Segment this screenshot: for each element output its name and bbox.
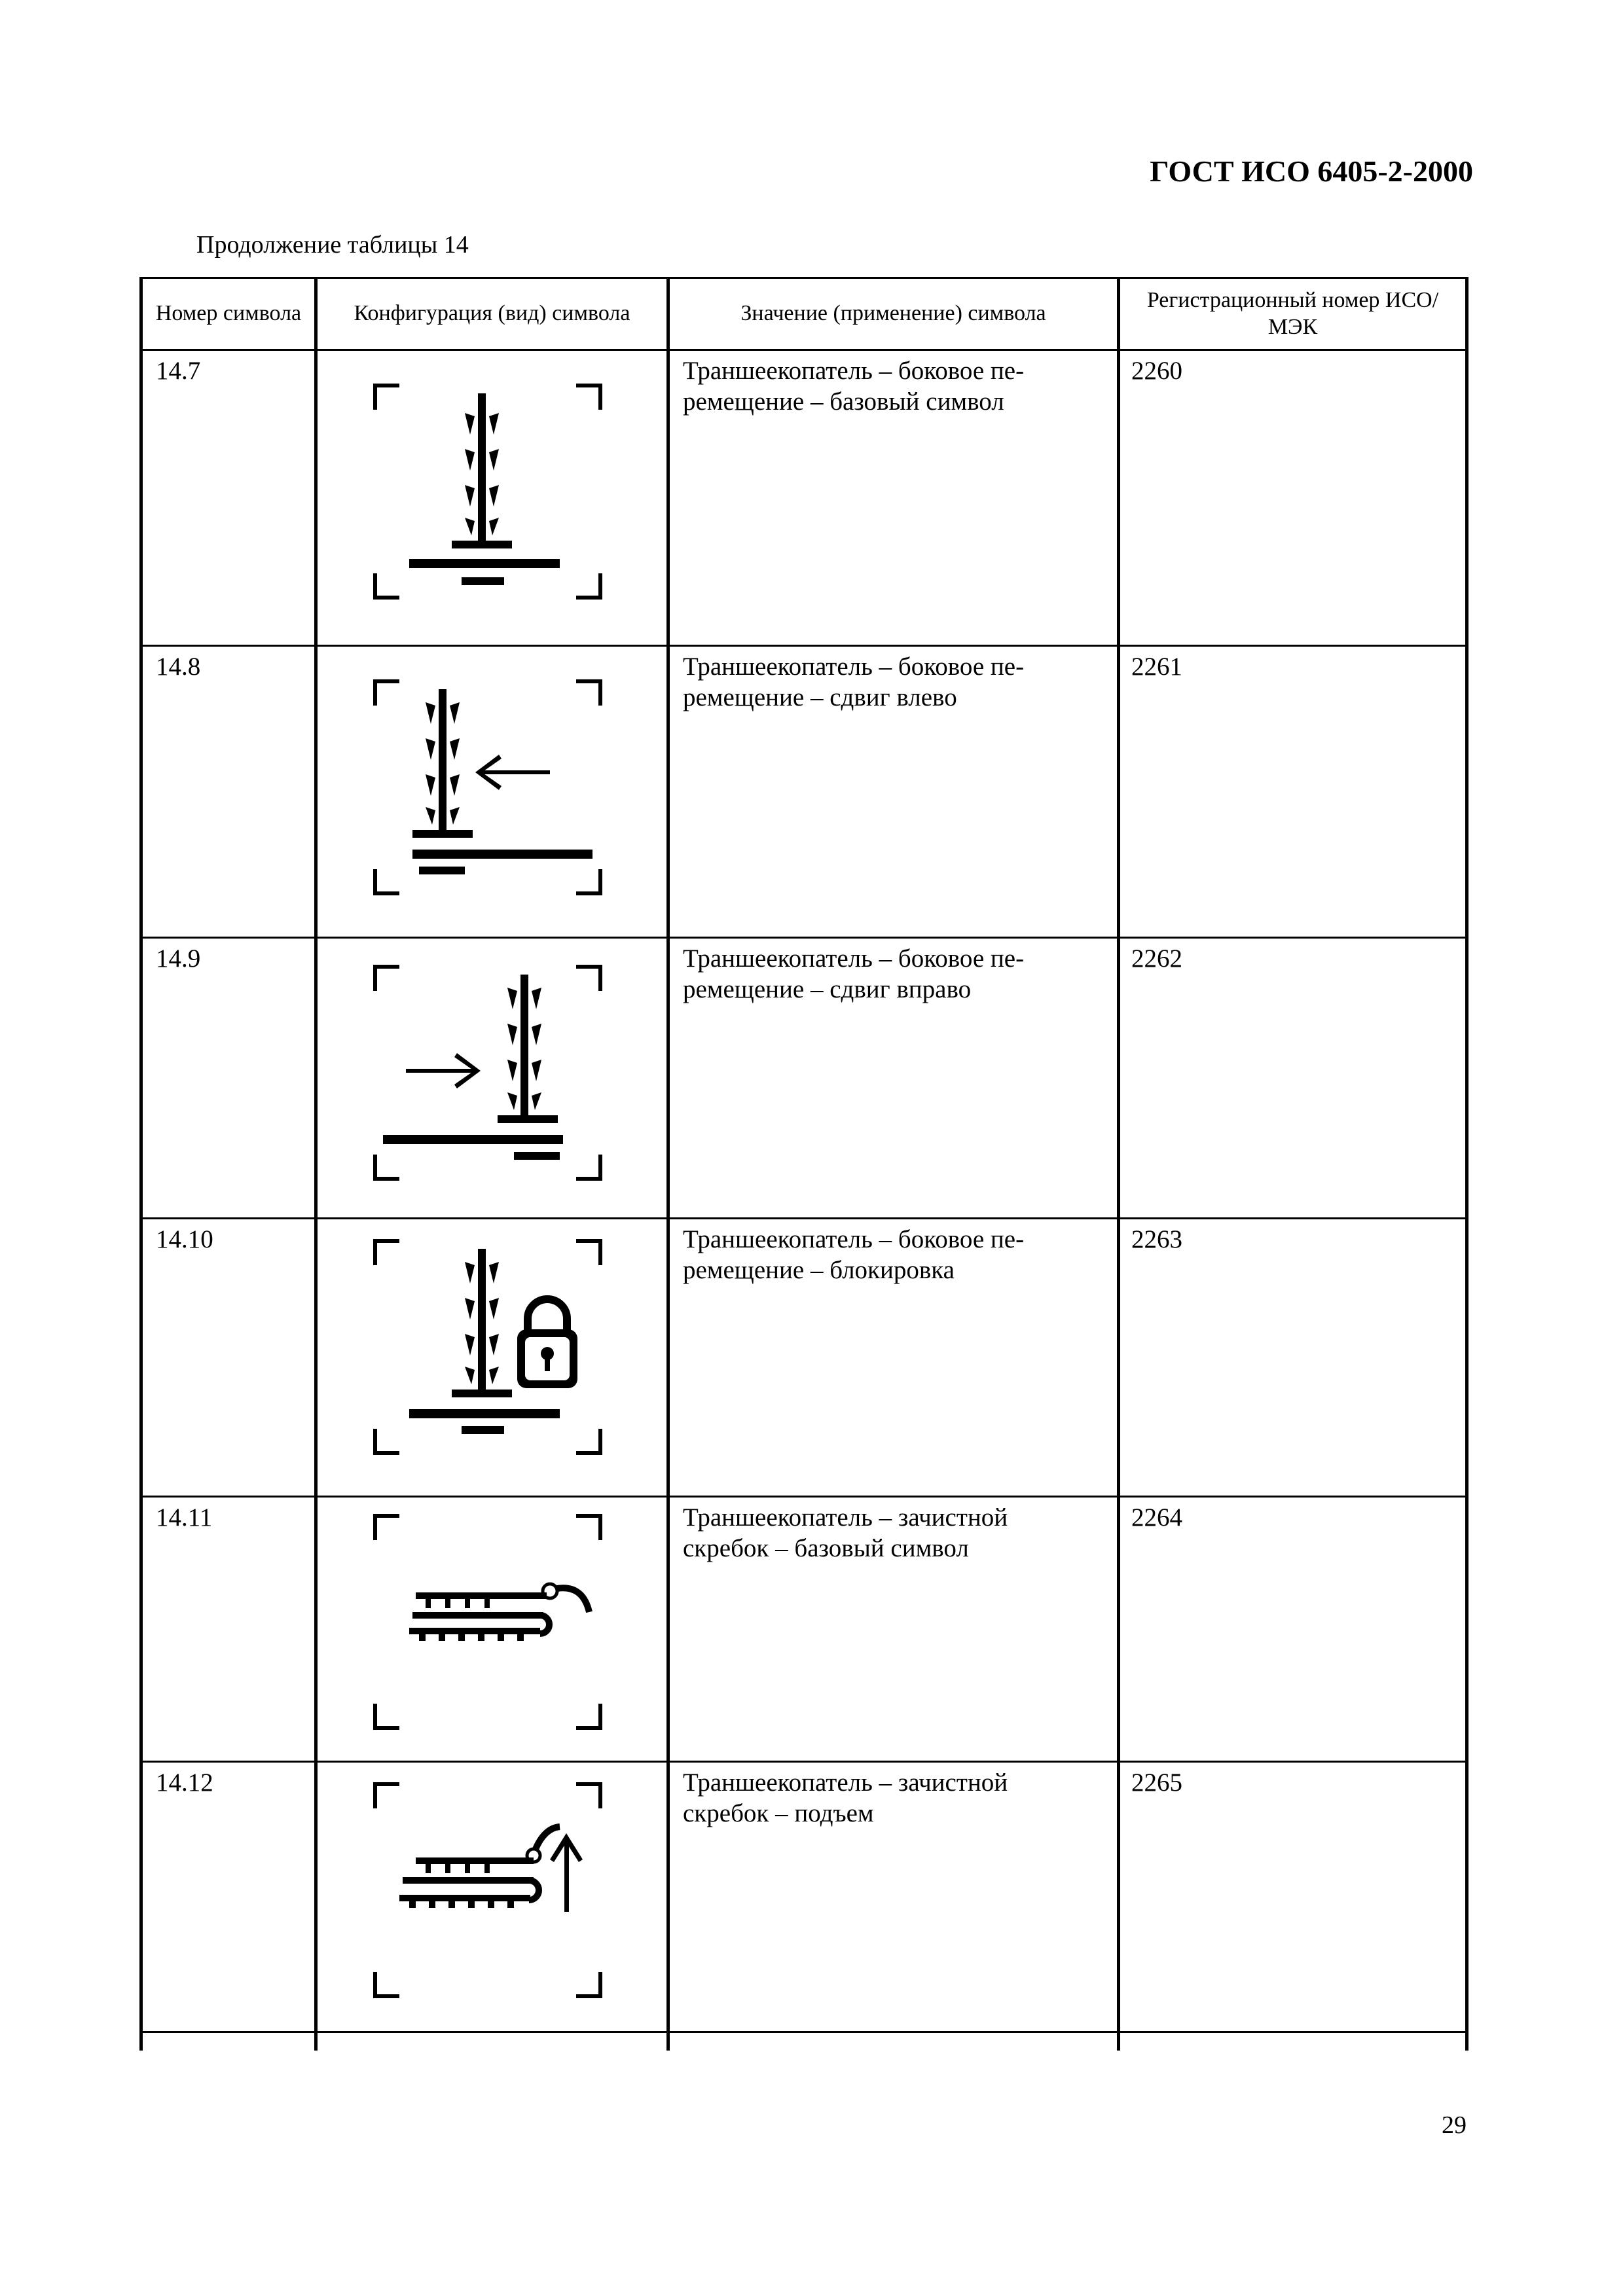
column-divider	[1117, 277, 1120, 2051]
row-meaning-line: Траншеекопатель – боковое пе-	[683, 653, 1025, 681]
row-meaning-line: ремещение – сдвиг вправо	[683, 975, 972, 1003]
symbol-cell	[318, 647, 666, 937]
table-caption: Продолжение таблицы 14	[196, 231, 469, 259]
row-number: 14.12	[156, 1768, 213, 1797]
header-configuration: Конфигурация (вид) символа	[354, 301, 630, 326]
row-registration: 2261	[1131, 653, 1182, 681]
row-meaning-line: ремещение – сдвиг влево	[683, 683, 957, 711]
document-id: ГОСТ ИСО 6405-2-2000	[1150, 154, 1473, 188]
row-number: 14.10	[156, 1225, 213, 1253]
row-registration: 2260	[1131, 357, 1182, 385]
symbol-cell	[318, 351, 666, 645]
symbols-table	[139, 277, 1468, 2051]
trencher-sideshift-lock-icon	[373, 1232, 602, 1468]
row-registration: 2262	[1131, 944, 1182, 973]
trencher-sideshift-base-icon	[373, 377, 602, 613]
row-divider	[139, 2031, 1468, 2033]
row-registration: 2263	[1131, 1225, 1182, 1253]
symbol-cell	[318, 1219, 666, 1496]
row-meaning	[683, 1498, 1115, 1564]
row-number: 14.11	[156, 1503, 213, 1532]
header-number: Номер символа	[155, 301, 302, 326]
row-meaning-line: скребок – подъем	[683, 1799, 874, 1827]
row-meaning-line: Траншеекопатель – зачистной	[683, 1503, 1008, 1532]
row-meaning	[683, 647, 1115, 713]
row-meaning-line: Траншеекопатель – боковое пе-	[683, 1225, 1025, 1253]
symbol-cell	[318, 939, 666, 1217]
trencher-crumber-raise-icon	[373, 1776, 602, 2011]
table-border-right	[1465, 277, 1468, 2051]
row-meaning-line: скребок – базовый символ	[683, 1534, 969, 1562]
row-registration: 2265	[1131, 1768, 1182, 1797]
column-divider	[666, 277, 670, 2051]
trencher-sideshift-right-icon	[373, 958, 602, 1194]
row-meaning-line: Траншеекопатель – боковое пе-	[683, 357, 1025, 385]
row-meaning	[683, 1763, 1115, 1829]
row-meaning	[683, 939, 1115, 1005]
table-border-left	[139, 277, 143, 2051]
page-number: 29	[1442, 2111, 1467, 2139]
row-registration: 2264	[1131, 1503, 1182, 1532]
trencher-crumber-base-icon	[373, 1507, 602, 1743]
row-meaning-line: ремещение – блокировка	[683, 1255, 955, 1284]
trencher-sideshift-left-icon	[373, 673, 602, 908]
symbol-cell	[318, 1763, 666, 2031]
header-meaning: Значение (применение) символа	[740, 301, 1046, 326]
row-meaning	[683, 351, 1115, 418]
row-meaning-line: ремещение – базовый символ	[683, 387, 1004, 416]
row-number: 14.8	[156, 653, 201, 681]
header-registration: Регистрационный номер ИСО/МЭК	[1146, 287, 1439, 339]
row-number: 14.7	[156, 357, 201, 385]
row-meaning-line: Траншеекопатель – боковое пе-	[683, 944, 1025, 973]
row-meaning	[683, 1219, 1115, 1286]
symbol-cell	[318, 1498, 666, 1761]
row-meaning-line: Траншеекопатель – зачистной	[683, 1768, 1008, 1797]
row-number: 14.9	[156, 944, 201, 973]
